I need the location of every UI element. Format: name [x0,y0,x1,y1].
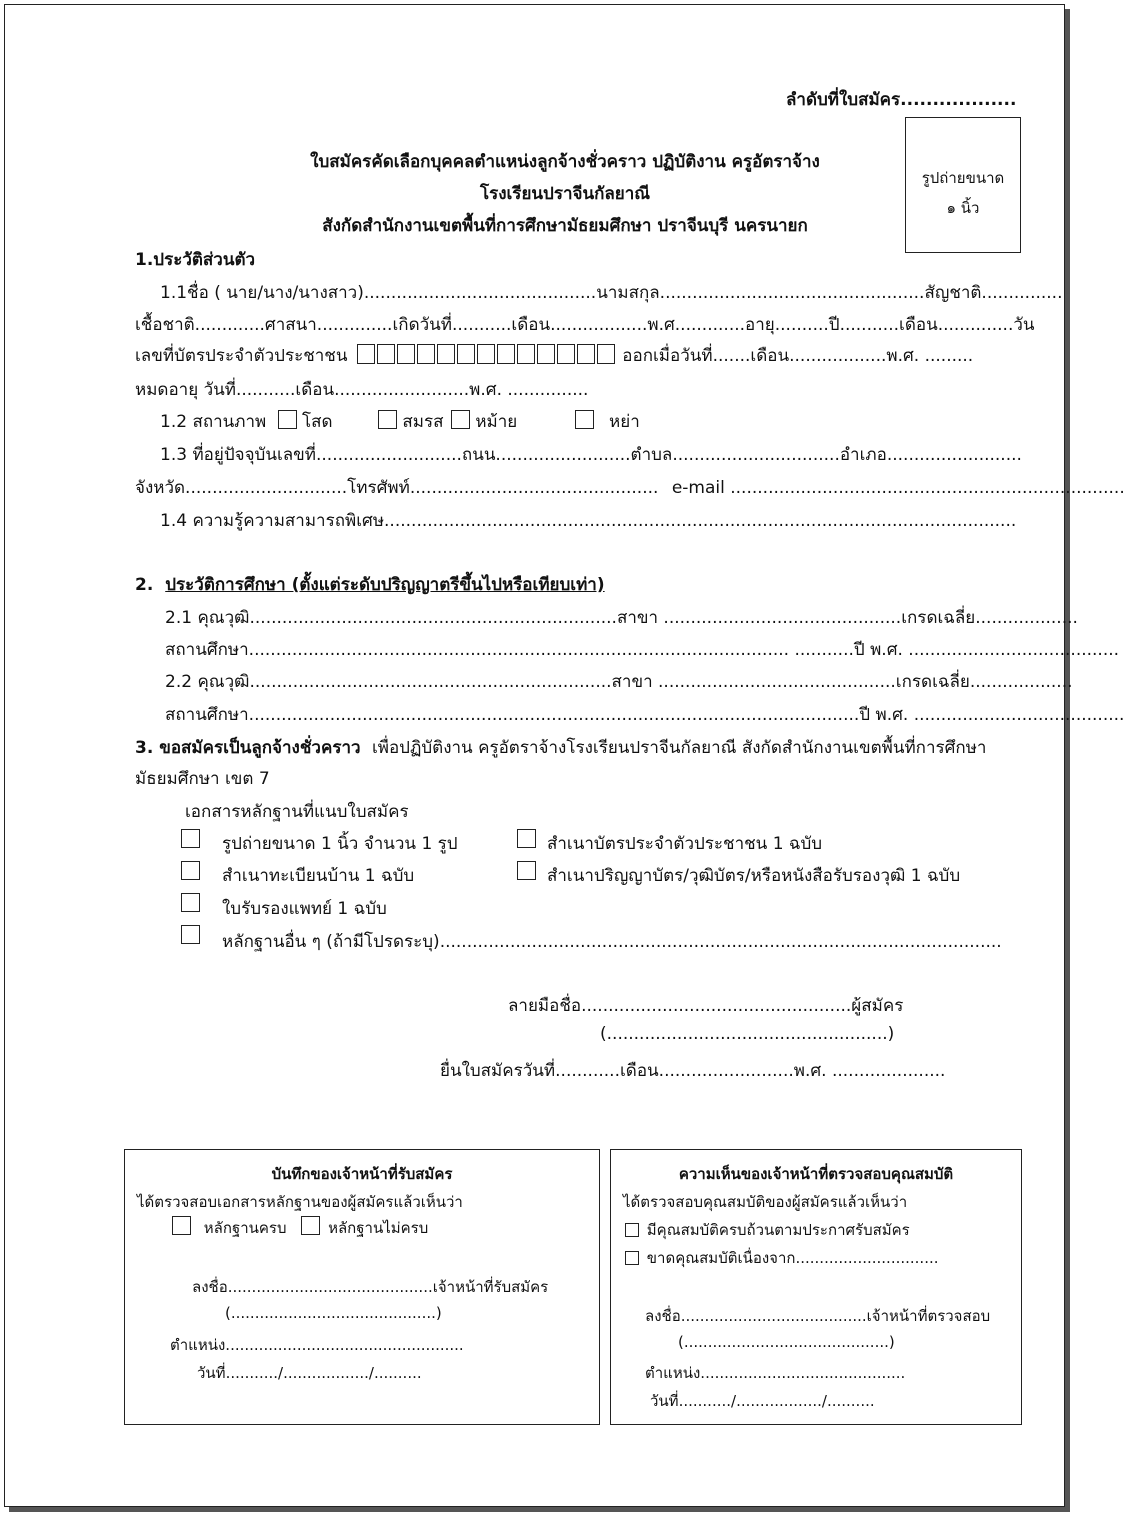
qualify-box-title: ความเห็นของเจ้าหน้าที่ตรวจสอบคุณสมบัติ [678,1165,954,1183]
qualify-position[interactable]: ตำแหน่ง........................................... [645,1364,906,1382]
form-title-line2: โรงเรียนปราจีนกัลยาณี [479,184,651,204]
qualify-option-1 [625,1218,910,1242]
marital-status-label: 1.2 สถานภาพ [160,412,267,432]
checkbox-doc-photo[interactable] [181,829,200,848]
email-field[interactable]: e-mail ......................................................................... [671,478,1125,498]
doc-house-reg-label: สำเนาทะเบียนบ้าน 1 ฉบับ [222,866,415,886]
doc-degree-label: สำเนาปริญญาบัตร/วุฒิบัตร/หรือหนังสือรับรองวุฒิ 1 ฉบับ [547,866,961,886]
section3-line [135,734,986,761]
marital-status-row [160,408,640,435]
qualify-box-line1: ได้ตรวจสอบคุณสมบัติของผู้สมัครแล้วเห็นว่า [623,1193,908,1211]
application-date[interactable]: ยื่นใบสมัครวันที่............เดือน.........................พ.ศ. ..................... [440,1061,946,1081]
education-row-2[interactable]: 2.2 คุณวุฒิ...................................................................สาขา ............................................เกรดเฉลี่ย................... [165,672,1073,692]
address-line[interactable]: 1.3 ที่อยู่ปัจจุบันเลขที่...........................ถนน.........................ตำบล...............................อำเภอ......................... [160,445,1022,465]
doc-other-label[interactable]: หลักฐานอื่น ๆ (ถ้ามีโปรดระบุ)........................................................................................................ [222,932,1002,952]
checkbox-married[interactable] [378,410,397,429]
birth-line[interactable]: เชื้อชาติ.............ศาสนา..............เกิดวันที่...........เดือน..................พ.ศ.............อายุ..........ปี...........เดือน..............วัน [135,315,1035,335]
qualify-name[interactable]: (...........................................) [678,1333,895,1351]
section3-text: เพื่อปฏิบัติงาน ครูอัตราจ้างโรงเรียนปราจีนกัลยาณี สังกัดสำนักงานเขตพื้นที่การศึกษา [371,738,987,758]
photo-size-label: รูปถ่ายขนาด [921,169,1005,187]
checkbox-not-qualified[interactable] [625,1251,639,1265]
status-divorced-label: หย่า [609,412,640,432]
application-number: ลำดับที่ใบสมัคร.................. [786,90,1017,110]
checkbox-doc-medical[interactable] [181,893,200,912]
id-issue-date: ออกเมื่อวันที่.......เดือน..................พ.ศ. ......... [622,346,974,366]
section3-text-continued: มัธยมศึกษา เขต 7 [135,769,270,789]
section2-title: ประวัติการศึกษา (ตั้งแต่ระดับปริญญาตรีขึ้นไปหรือเทียบเท่า) [165,575,605,595]
qualify-date[interactable]: วันที่.........../................../.......... [650,1392,875,1410]
applicant-name[interactable]: (....................................................) [600,1024,895,1044]
docs-complete-label: หลักฐานครบ [203,1219,287,1237]
officer-position[interactable]: ตำแหน่ง.................................................. [170,1336,464,1354]
qualify-option-2 [625,1246,939,1270]
officer-box-title: บันทึกของเจ้าหน้าที่รับสมัคร [271,1165,453,1183]
qualify-signature[interactable]: ลงชื่อ.......................................เจ้าหน้าที่ตรวจสอบ [645,1307,991,1325]
checkbox-widowed[interactable] [451,410,470,429]
officer-name[interactable]: (...........................................) [225,1304,442,1322]
id-digit-boxes[interactable] [357,346,622,366]
province-phone[interactable]: จังหวัด..............................โทรศัพท์.............................................. [135,478,659,498]
applicant-signature[interactable]: ลายมือชื่อ..................................................ผู้สมัคร [508,996,904,1016]
photo-box [905,117,1021,253]
id-card-line [135,342,973,369]
section2-heading [135,571,605,598]
officer-date[interactable]: วันที่.........../................../.......... [197,1364,422,1382]
not-qualified-label[interactable]: ขาดคุณสมบัติเนื่องจาก.............................. [646,1249,939,1267]
doc-medical-label: ใบรับรองแพทย์ 1 ฉบับ [222,899,387,919]
attachments-label: เอกสารหลักฐานที่แนบใบสมัคร [185,802,409,822]
special-skills-line[interactable]: 1.4 ความรู้ความสามารถพิเศษ..................................................................................................................... [160,511,1017,531]
education-institution-1[interactable]: สถานศึกษา.................................................................................................... ...........ปี พ.ศ. ....................................... [165,640,1120,660]
form-title-line3: สังกัดสำนักงานเขตพื้นที่การศึกษามัธยมศึกษา ปราจีนบุรี นครนายก [322,216,808,236]
checkbox-docs-complete[interactable] [172,1216,191,1235]
name-line[interactable]: 1.1ชื่อ ( นาย/นาง/นางสาว)...........................................นามสกุล.................................................สัญชาติ............... [160,283,1063,303]
photo-size-value: ๑ นิ้ว [946,199,980,217]
docs-incomplete-label: หลักฐานไม่ครบ [328,1219,429,1237]
checkbox-docs-incomplete[interactable] [301,1216,320,1235]
checkbox-doc-id-copy[interactable] [517,829,536,848]
section2-number: 2. [135,575,154,595]
checkbox-qualified[interactable] [625,1223,639,1237]
officer-box-line1: ได้ตรวจสอบเอกสารหลักฐานของผู้สมัครแล้วเห็นว่า [137,1193,463,1211]
education-institution-2[interactable]: สถานศึกษา.................................................................................................................ปี พ.ศ. ....................................... [165,705,1125,725]
checkbox-doc-other[interactable] [181,925,200,944]
checkbox-divorced[interactable] [575,410,594,429]
checkbox-doc-house-reg[interactable] [181,861,200,880]
doc-photo-label: รูปถ่ายขนาด 1 นิ้ว จำนวน 1 รูป [222,834,458,854]
officer-options [172,1216,428,1240]
qualified-label: มีคุณสมบัติครบถ้วนตามประกาศรับสมัคร [646,1221,910,1239]
section1-heading: 1.ประวัติส่วนตัว [135,250,256,270]
id-expiry-line[interactable]: หมดอายุ วันที่...........เดือน.........................พ.ศ. ............... [135,380,589,400]
education-row-1[interactable]: 2.1 คุณวุฒิ....................................................................สาขา ............................................เกรดเฉลี่ย................... [165,608,1078,628]
checkbox-doc-degree[interactable] [517,861,536,880]
contact-line [135,474,1125,501]
status-widowed-label: หม้าย [475,412,518,432]
checkbox-single[interactable] [278,410,297,429]
section3-heading: 3. ขอสมัครเป็นลูกจ้างชั่วคราว [135,738,361,758]
form-title-line1: ใบสมัครคัดเลือกบุคคลตำแหน่งลูกจ้างชั่วคราว ปฏิบัติงาน ครูอัตราจ้าง [310,152,820,172]
doc-id-copy-label: สำเนาบัตรประจำตัวประชาชน 1 ฉบับ [547,834,823,854]
status-married-label: สมรส [402,412,444,432]
id-card-label: เลขที่บัตรประจำตัวประชาชน [135,346,348,366]
officer-signature[interactable]: ลงชื่อ...........................................เจ้าหน้าที่รับสมัคร [192,1278,549,1296]
status-single-label: โสด [302,412,333,432]
